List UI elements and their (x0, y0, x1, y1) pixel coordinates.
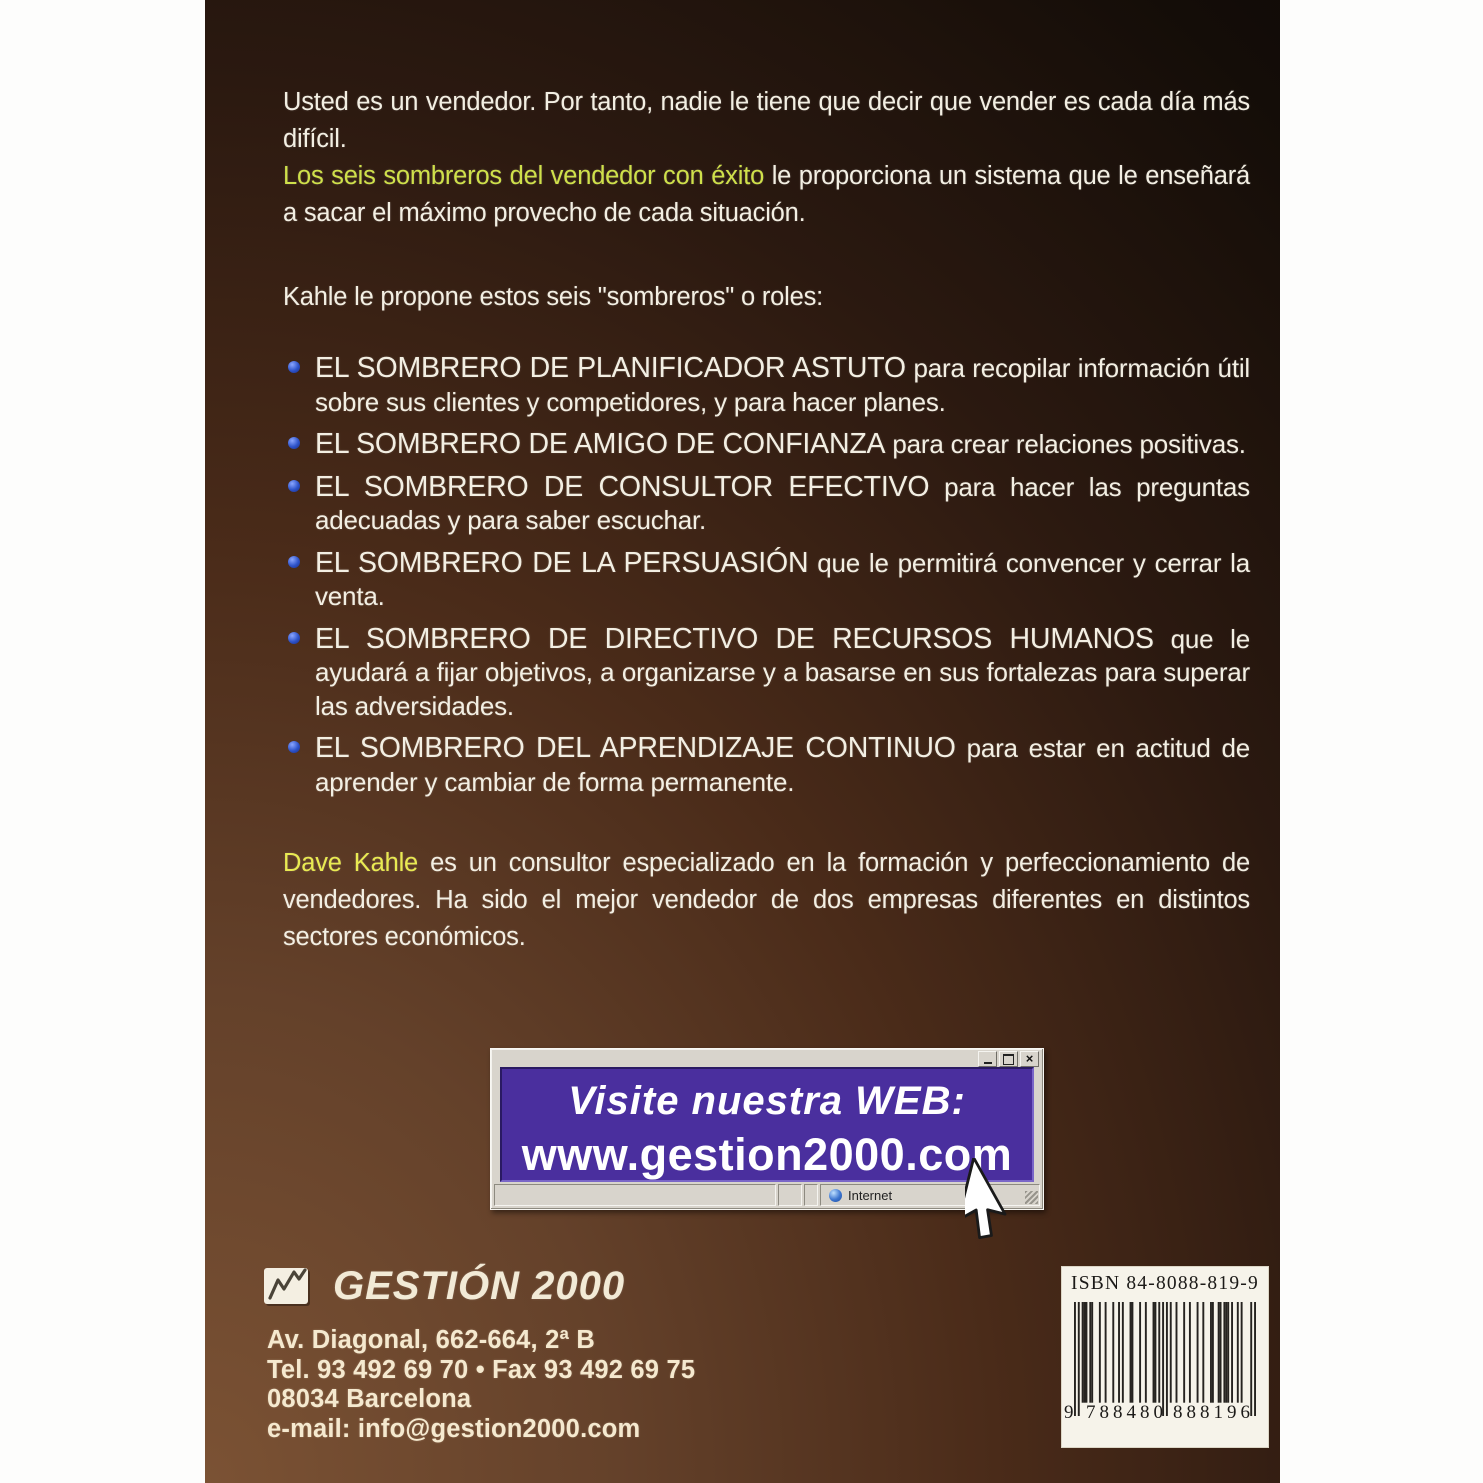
bullet-dot-icon (288, 632, 300, 644)
publisher-name: GESTIÓN 2000 (333, 1264, 626, 1308)
ean-digits-left: 788480 (1086, 1402, 1167, 1423)
bullet-dot-icon (288, 437, 300, 449)
window-buttons (978, 1051, 1039, 1067)
address-street: Av. Diagonal, 662-664, 2ª B (267, 1326, 596, 1354)
roles-list (283, 352, 1250, 799)
window-statusbar (494, 1184, 1040, 1206)
banner-line1: Visite nuestra WEB: (568, 1079, 966, 1123)
intro-paragraph-2 (283, 158, 1250, 232)
banner-body (500, 1067, 1034, 1182)
ean-digit-first: 9 (1064, 1402, 1074, 1423)
status-cell (494, 1184, 776, 1206)
cover-background (205, 0, 1280, 1483)
roles-lead-in: Kahle le propone estos seis "sombreros" o roles: (283, 283, 824, 311)
bullet-dot-icon (288, 741, 300, 753)
ean-digits (1061, 1402, 1269, 1426)
author-bio-text: es un consultor especializado en la formación y perfeccionamiento de vendedores. Ha sido el mejor vendedor de dos empresas diferentes en distintos sectores económicos. (283, 849, 1250, 951)
status-internet-cell (820, 1184, 986, 1206)
status-cell (804, 1184, 818, 1206)
bullet-heading: EL SOMBRERO DE DIRECTIVO DE RECURSOS HUMANOS (315, 622, 1154, 655)
banner-url: www.gestion2000.com (521, 1129, 1013, 1180)
bullet-text: que le ayudará a fijar objetivos, a organizarse y a basarse en sus fortalezas para superar las adversidades. (315, 623, 1250, 721)
intro-paragraph-1: Usted es un vendedor. Por tanto, nadie le tiene que decir que vender es cada día más difícil. (283, 88, 1250, 153)
window-titlebar (491, 1049, 1043, 1067)
status-cell (778, 1184, 802, 1206)
ean-digits-right: 888196 (1173, 1402, 1254, 1423)
web-banner-window (490, 1048, 1044, 1210)
bullet-dot-icon (288, 361, 300, 373)
bullet-text: que le permitirá convencer y cerrar la venta. (315, 547, 1250, 611)
bullet-heading: EL SOMBRERO DE AMIGO DE CONFIANZA (315, 428, 886, 460)
bullet-dot-icon (288, 556, 300, 568)
cover-text-column (283, 0, 1250, 956)
isbn-number: ISBN 84-8088-819-9 (1071, 1273, 1259, 1294)
minimize-icon (978, 1051, 997, 1067)
author-name: Dave Kahle (283, 849, 419, 877)
ean-barcode (1074, 1302, 1256, 1416)
close-icon: × (1020, 1051, 1039, 1067)
bullet-dot-icon (288, 480, 300, 492)
intro-paragraph-2-rest: le proporciona un sistema que le enseñará a sacar el máximo provecho de cada situación. (283, 162, 1250, 227)
mouse-cursor-icon (965, 1158, 1019, 1244)
status-label: Internet (848, 1187, 893, 1203)
bullet-text: para hacer las preguntas adecuadas y para saber escuchar. (315, 471, 1250, 535)
book-title-highlight: Los seis sombreros del vendedor con éxito (283, 162, 765, 190)
restore-icon (999, 1051, 1018, 1067)
list-item (315, 547, 1250, 614)
bullet-heading: EL SOMBRERO DE LA PERSUASIÓN (315, 546, 809, 579)
list-item (315, 352, 1250, 419)
bullet-text: para crear relaciones positivas. (885, 429, 1246, 459)
bullet-heading: EL SOMBRERO DEL APRENDIZAJE CONTINUO (315, 732, 956, 764)
list-item (315, 428, 1250, 462)
bullet-text: para estar en actitud de aprender y cambiar de forma permanente. (315, 733, 1251, 797)
bullet-heading: EL SOMBRERO DE PLANIFICADOR ASTUTO (315, 352, 906, 384)
gestion2000-chart-logo-icon (263, 1265, 313, 1309)
publisher-logo-row (263, 1264, 625, 1309)
address-city: 08034 Barcelona (267, 1385, 472, 1413)
list-item (315, 471, 1250, 538)
bullet-heading: EL SOMBRERO DE CONSULTOR EFECTIVO (315, 470, 930, 503)
author-bio (283, 845, 1250, 956)
publisher-address-block (267, 1326, 695, 1444)
internet-globe-icon (829, 1189, 842, 1202)
isbn-barcode-panel (1061, 1266, 1269, 1448)
list-item (315, 732, 1250, 799)
address-phone-fax: Tel. 93 492 69 70 • Fax 93 492 69 75 (267, 1355, 696, 1384)
address-email: e-mail: info@gestion2000.com (267, 1414, 641, 1443)
list-item (315, 623, 1250, 724)
bullet-text: para recopilar información útil sobre sus clientes y competidores, y para hacer planes. (315, 353, 1250, 417)
resize-grip-icon (1025, 1191, 1038, 1204)
